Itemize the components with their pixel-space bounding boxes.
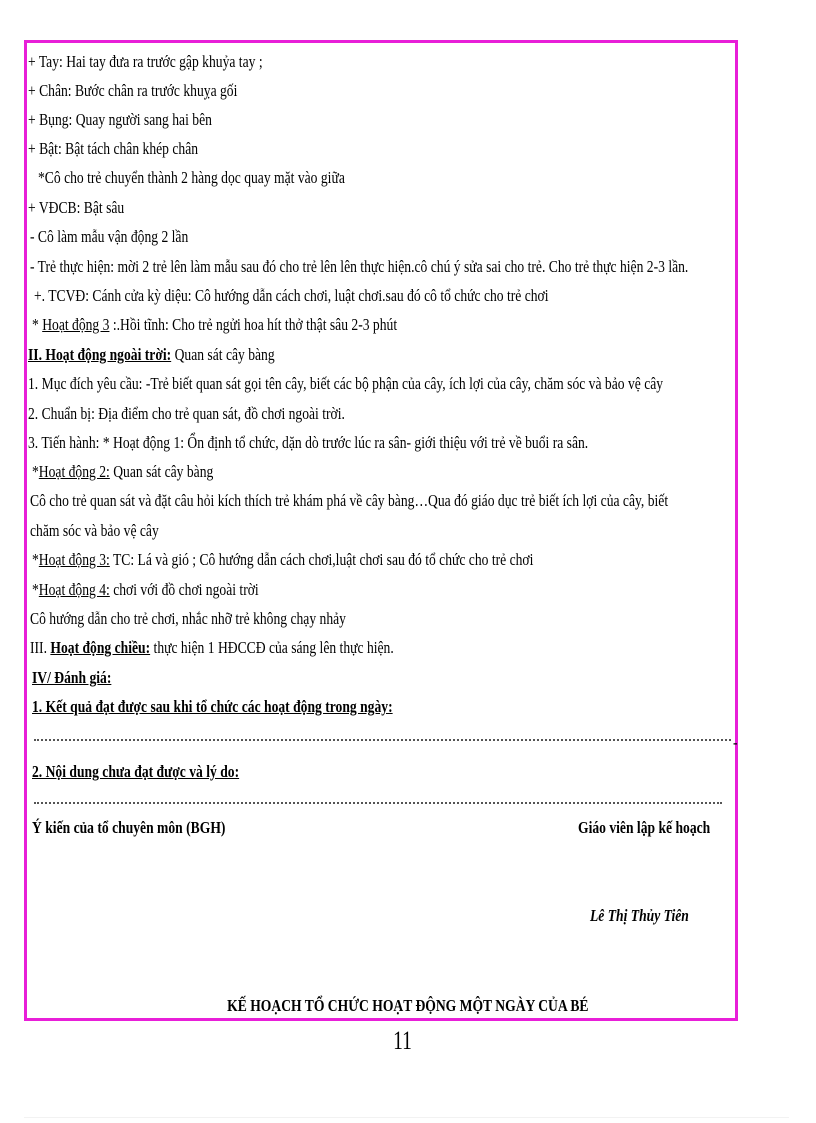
- page-bottom-divider: [24, 1117, 789, 1118]
- text-line: 3. Tiến hành: * Hoạt động 1: Ổn định tổ chức, dặn dò trước lúc ra sân- giới thiệu với trẻ về buổi ra sân.: [28, 433, 589, 452]
- text-line: + Chân: Bước chân ra trước khuỵa gối: [28, 81, 238, 100]
- text-line-activity-4: *Hoạt động 4: chơi với đồ chơi ngoài trời: [32, 580, 259, 599]
- activity-label: Hoạt động 3:: [38, 550, 110, 569]
- document-title: KẾ HOẠCH TỔ CHỨC HOẠT ĐỘNG MỘT NGÀY CỦA BÉ: [227, 996, 589, 1015]
- teacher-signature: Lê Thị Thủy Tiên: [590, 906, 689, 925]
- text-line: + Tay: Hai tay đưa ra trước gập khuỷa tay ;: [28, 52, 263, 71]
- text-line: - Trẻ thực hiện: mời 2 trẻ lên làm mẫu sau đó cho trẻ lên lên thực hiện.cô chú ý sửa sai cho trẻ. Cho trẻ thực hiện 2-3 lần.: [30, 257, 689, 276]
- text-line: + Bụng: Quay người sang hai bên: [28, 110, 212, 129]
- evaluation-results-heading: 1. Kết quả đạt được sau khi tổ chức các hoạt động trong ngày:: [32, 697, 393, 716]
- text-line: *Cô cho trẻ chuyển thành 2 hàng dọc quay mặt vào giữa: [38, 168, 345, 187]
- evaluation-unmet-heading: 2. Nội dung chưa đạt được và lý do:: [32, 762, 240, 781]
- text-line: + Bật: Bật tách chân khép chân: [28, 139, 199, 158]
- text-line: Cô cho trẻ quan sát và đặt câu hỏi kích thích trẻ khám phá về cây bàng…Qua đó giáo dục trẻ biết ích lợi của cây, biết: [30, 491, 669, 510]
- activity-label: Hoạt động 2:: [38, 462, 110, 481]
- line-tail: -: [733, 733, 738, 752]
- text-line: 2. Chuẩn bị: Địa điểm cho trẻ quan sát, đồ chơi ngoài trời.: [28, 404, 345, 423]
- activity-label: Hoạt động 4:: [38, 580, 110, 599]
- section-heading-outdoor: II. Hoạt động ngoài trời: Quan sát cây bàng: [28, 345, 275, 364]
- dotted-fill-line: [34, 802, 722, 804]
- text-line: - Cô làm mẫu vận động 2 lần: [30, 227, 189, 246]
- section-heading: II. Hoạt động ngoài trời:: [28, 345, 172, 364]
- page-number: 11: [393, 1026, 413, 1055]
- teacher-planner-label: Giáo viên lập kế hoạch: [578, 818, 711, 837]
- text-line-activity-3: * Hoạt động 3 :.Hồi tĩnh: Cho trẻ ngửi hoa hít thở thật sâu 2-3 phút: [32, 315, 398, 334]
- committee-opinion-label: Ý kiến của tổ chuyên môn (BGH): [32, 818, 226, 837]
- activity-label: Hoạt động 3: [42, 315, 110, 334]
- text-line: 1. Mục đích yêu cầu: -Trẻ biết quan sát gọi tên cây, biết các bộ phận của cây, ích lợi của cây, chăm sóc và bảo vệ cây: [28, 374, 664, 393]
- section-heading-afternoon: III. Hoạt động chiều: thực hiện 1 HĐCCĐ của sáng lên thực hiện.: [30, 638, 394, 657]
- dotted-fill-line: [34, 739, 731, 741]
- text-line: + VĐCB: Bật sâu: [28, 198, 125, 217]
- section-heading: Hoạt động chiều:: [50, 638, 151, 657]
- section-heading-evaluation: IV/ Đánh giá:: [32, 668, 112, 687]
- text-line-activity-3b: *Hoạt động 3: TC: Lá và gió ; Cô hướng dẫn cách chơi,luật chơi sau đó tổ chức cho trẻ chơi: [32, 550, 534, 569]
- text-line: +. TCVĐ: Cánh cửa kỳ diệu: Cô hướng dẫn cách chơi, luật chơi.sau đó cô tổ chức cho trẻ chơi: [34, 286, 549, 305]
- text-line: Cô hướng dẫn cho trẻ chơi, nhắc nhỡ trẻ không chạy nhảy: [30, 609, 346, 628]
- text-line-activity-2: *Hoạt động 2: Quan sát cây bàng: [32, 462, 214, 481]
- text-line: chăm sóc và bảo vệ cây: [30, 521, 159, 540]
